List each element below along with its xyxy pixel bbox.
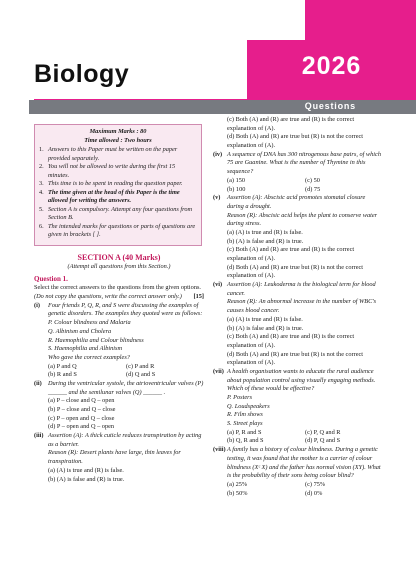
instructions-box bbox=[34, 124, 202, 246]
section-title: SECTION A (40 Marks) bbox=[77, 253, 161, 262]
year-label: 2026 bbox=[301, 52, 362, 80]
subject-title: Biology bbox=[34, 60, 130, 88]
instruction-item: 3. This time is to be spent in reading the question paper. bbox=[39, 180, 183, 187]
question-intro: Select the correct answers to the questions from the given options. [15] bbox=[34, 284, 204, 301]
questions-bar-title: Questions bbox=[304, 101, 356, 111]
question-i: (i) Four friends P, Q, R, and S were discussing the examples of genetic disorders. The examples they quoted were as follows: P. Colour blindness and Malaria Q. Albinism and Cholera R. Haemophilia and Colour blindness S. Haemophilia and Albinism Who gave the correct examples? (a) P and Q (c) P and R (b) R and S (d) Q and S bbox=[34, 301, 203, 379]
option-c: (c) Both (A) and (R) are true and (R) is the correct explanation of (A). bbox=[227, 116, 355, 132]
year-badge bbox=[247, 40, 416, 100]
time-allowed: Time allowed : Two hours bbox=[84, 136, 152, 144]
question-marks: [15] bbox=[193, 293, 204, 301]
instruction-item: 6. The intended marks for questions or parts of questions are given in brackets [ ]. bbox=[39, 222, 196, 238]
max-marks: Maximum Marks : 80 bbox=[89, 128, 147, 135]
instruction-item: 5. Section A is compulsory. Attempt any four questions from Section B. bbox=[39, 205, 193, 221]
section-note: (Attempt all questions from this Section.) bbox=[67, 263, 171, 271]
instruction-item: 2. You will not be allowed to write during the first 15 minutes. bbox=[39, 163, 176, 179]
question-vi: (vi) Assertion (A): Leukoderma is the biological term for blood cancer. Reason (R): An abnormal increase in the number of WBC's causes blood cancer. (a) (A) is true and (R) is false. (b) (A) is false and (R) is true. (c) Both (A) and (R) are true and (R) is the correct explanation of (A). (d) Both (A) and (R) are true but (R) is not the correct explanation of (A). bbox=[213, 281, 377, 367]
question-ii: (ii) During the ventricular systole, the atrioventricular valves (P) ______ and the semilunar valves (Q) ______ . (a) P – close and Q – open (b) P – close and Q – close (c) P – open and Q – close (d) P – open and Q – open bbox=[34, 379, 204, 431]
question-label: Question 1. bbox=[34, 274, 68, 283]
right-column bbox=[213, 116, 383, 498]
instruction-item: 4. The time given at the head of this Paper is the time allowed for writing the answers. bbox=[39, 188, 180, 204]
header-accent bbox=[305, 0, 416, 40]
question-vii: (vii) A health organisation wants to educate the rural audience about population control using visually engaging methods. Which of these would be effective? P. Posters Q. Loudspeakers R. Film shows S. Street plays (a) P, R and S (c) P, Q and R (b) Q, R and S (d) P, Q and S bbox=[213, 367, 376, 445]
question-note: (Do not copy the questions, write the correct answer only.) bbox=[34, 293, 182, 301]
page-header bbox=[0, 0, 416, 102]
question-v: (v) Assertion (A): Abscisic acid promotes stomatal closure during a drought. Reason (R): Abscisic acid helps the plant to conserve water during stress. (a) (A) is true and (R) is false. (b) (A) is false and (R) is true. (c) Both (A) and (R) are true and (R) is the correct explanation of (A). (d) Both (A) and (R) are true but (R) is not the correct explanation of (A). bbox=[213, 194, 378, 280]
question-iii: (iii) Assertion (A): A thick cuticle reduces transpiration by acting as a barrier. Reason (R): Desert plants have large, thin leaves for transpiration. (a) (A) is true and (R) is false. (b) (A) is false and (R) is true. bbox=[34, 432, 202, 483]
question-iv: (iv) A sequence of DNA has 300 nitrogenous base pairs, of which 75 are Guanine. What is the number of Thymine in this sequence? (a) 150 (c) 50 (b) 100 (d) 75 bbox=[213, 150, 381, 193]
questions-bar bbox=[29, 100, 416, 114]
question-viii: (viii) A family has a history of colour blindness. During a genetic testing, it was found that the mother is a carrier of colour blindness (Xᶜ X) and the father has normal vision (XY). What is the probability of their sons being colour blind? (a) 25% (c) 75% (b) 50% (d) 0% bbox=[213, 446, 381, 497]
left-column bbox=[34, 250, 204, 484]
option-d: (d) Both (A) and (R) are true but (R) is not the correct explanation of (A). bbox=[227, 133, 364, 150]
instructions-list bbox=[39, 146, 197, 240]
instruction-item: 1. Answers to this Paper must be written on the paper provided separately. bbox=[39, 146, 178, 162]
